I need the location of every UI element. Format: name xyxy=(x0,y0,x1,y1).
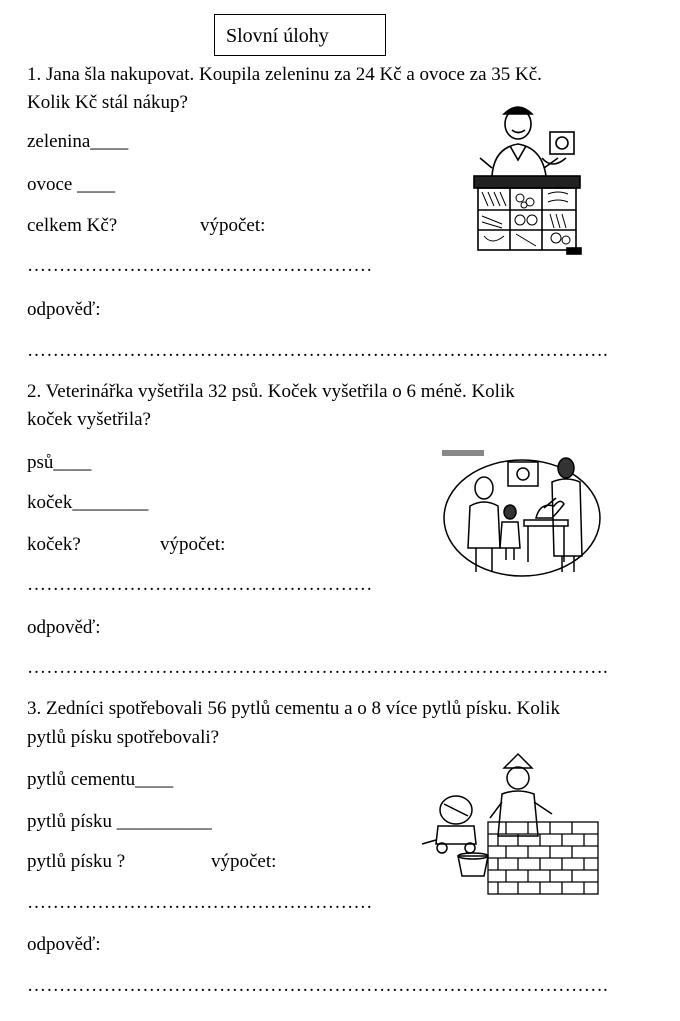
task-3-field-3: pytlů písku ? xyxy=(27,851,126,872)
task-2-question-line1: 2. Veterinářka vyšetřila 32 psů. Koček vyšetřila o 6 méně. Kolik xyxy=(27,381,515,402)
task-2-field-2: koček________ xyxy=(27,492,149,513)
shopkeeper-icon xyxy=(470,98,585,256)
task-2-answer-line: ………………………………………………………………………………. xyxy=(27,657,608,678)
task-1-answer-label: odpověď: xyxy=(27,299,101,320)
task-1-field-3: celkem Kč? xyxy=(27,215,118,236)
title-box xyxy=(214,14,386,56)
task-3-answer-label: odpověď: xyxy=(27,934,101,955)
task-2-field-3: koček? xyxy=(27,534,81,555)
task-2-answer-label: odpověď: xyxy=(27,617,101,638)
task-3-calc-line: ……………………………………………… xyxy=(27,892,373,913)
task-3-field-1: pytlů cementu____ xyxy=(27,769,174,790)
page-title: Slovní úlohy xyxy=(226,25,329,47)
task-1-calc-line: ……………………………………………… xyxy=(27,255,373,276)
task-3-question-line2: pytlů písku spotřebovali? xyxy=(27,727,220,748)
task-3-calc-label: výpočet: xyxy=(211,851,277,872)
task-1-question-line1: 1. Jana šla nakupovat. Koupila zeleninu za 24 Kč a ovoce za 35 Kč. xyxy=(27,64,542,85)
task-3-field-2: pytlů písku __________ xyxy=(27,811,212,832)
task-3-answer-line: ………………………………………………………………………………. xyxy=(27,975,608,996)
task-2-question-line2: koček vyšetřila? xyxy=(27,409,151,430)
task-2-calc-label: výpočet: xyxy=(160,534,226,555)
task-3-question-line1: 3. Zedníci spotřebovali 56 pytlů cementu a o 8 více pytlů písku. Kolik xyxy=(27,698,560,719)
task-1-field-2: ovoce ____ xyxy=(27,174,116,195)
bricklayer-icon xyxy=(418,752,608,897)
task-2-field-1: psů____ xyxy=(27,452,92,473)
task-1-answer-line: ………………………………………………………………………………. xyxy=(27,340,608,361)
task-1-calc-label: výpočet: xyxy=(200,215,266,236)
veterinarian-icon xyxy=(440,448,605,578)
task-2-calc-line: ……………………………………………… xyxy=(27,574,373,595)
task-1-field-1: zelenina____ xyxy=(27,131,129,152)
task-1-question-line2: Kolik Kč stál nákup? xyxy=(27,92,188,113)
